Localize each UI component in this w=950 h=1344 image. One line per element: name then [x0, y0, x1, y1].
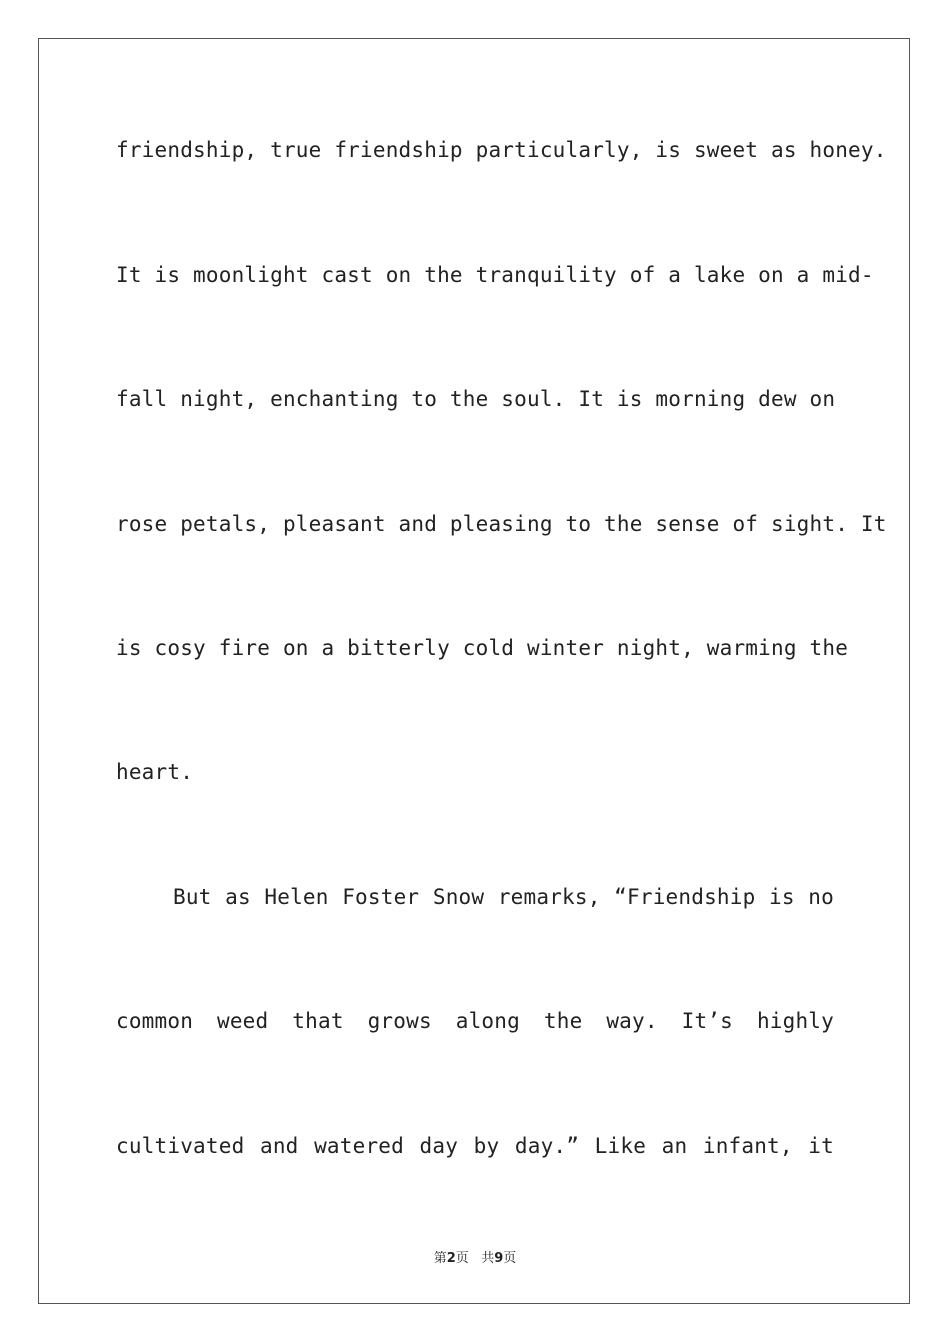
page-footer	[0, 1247, 950, 1266]
page-border	[38, 38, 910, 1304]
text-line-6: heart.	[116, 760, 194, 784]
text-line-3: fall night, enchanting to the soul. It is morning dew on	[116, 387, 836, 411]
footer-total-suffix: 页	[503, 1251, 517, 1266]
text-line-9: cultivated and watered day by day.” Like an infant, it	[116, 1134, 834, 1158]
text-line-2: It is moonlight cast on the tranquility of a lake on a mid-	[116, 263, 874, 287]
text-line-5: is cosy fire on a bitterly cold winter night, warming the	[116, 636, 849, 660]
footer-prefix: 第	[433, 1251, 447, 1266]
text-line-1: friendship, true friendship particularly, is sweet as honey.	[116, 138, 887, 162]
footer-total-prefix: 共	[481, 1251, 495, 1266]
footer-total-pages: 9	[494, 1251, 504, 1266]
text-line-4: rose petals, pleasant and pleasing to the sense of sight. It	[116, 512, 887, 536]
footer-page-suffix: 页	[455, 1251, 469, 1266]
text-line-8: common weed that grows along the way. It’s highly	[116, 1009, 834, 1033]
footer-current-page: 2	[446, 1251, 456, 1266]
text-line-7: But as Helen Foster Snow remarks, “Friendship is no	[173, 885, 834, 909]
